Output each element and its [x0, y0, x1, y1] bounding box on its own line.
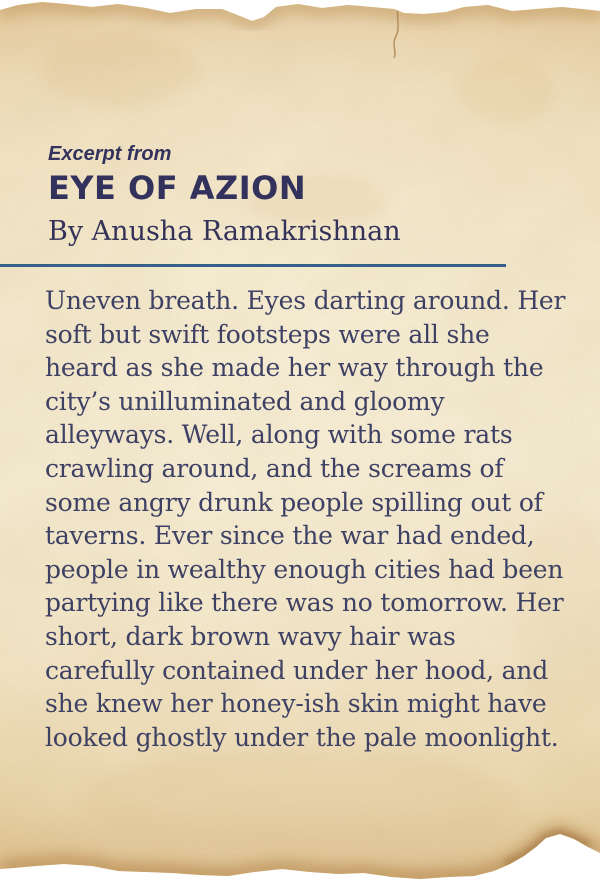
kicker-label: Excerpt from: [48, 143, 172, 165]
excerpt-header: [48, 143, 401, 247]
author-byline: By Anusha Ramakrishnan: [48, 215, 401, 247]
excerpt-paragraph: Uneven breath. Eyes darting around. Her soft but swift footsteps were all she heard as she made her way through the city’s unilluminated and gloomy alleyways. Well, along with some rats crawling around, and the screams of some angry drunk people spilling out of taverns. Ever since the war had ended, people in wealthy enough cities had been partying like there was no tomorrow. Her short, dark brown wavy hair was carefully contained under her hood, and she knew her honey-ish skin might have looked ghostly under the pale moonlight.: [45, 286, 566, 752]
section-divider: [0, 264, 506, 267]
book-title: EYE OF AZION: [48, 169, 307, 207]
